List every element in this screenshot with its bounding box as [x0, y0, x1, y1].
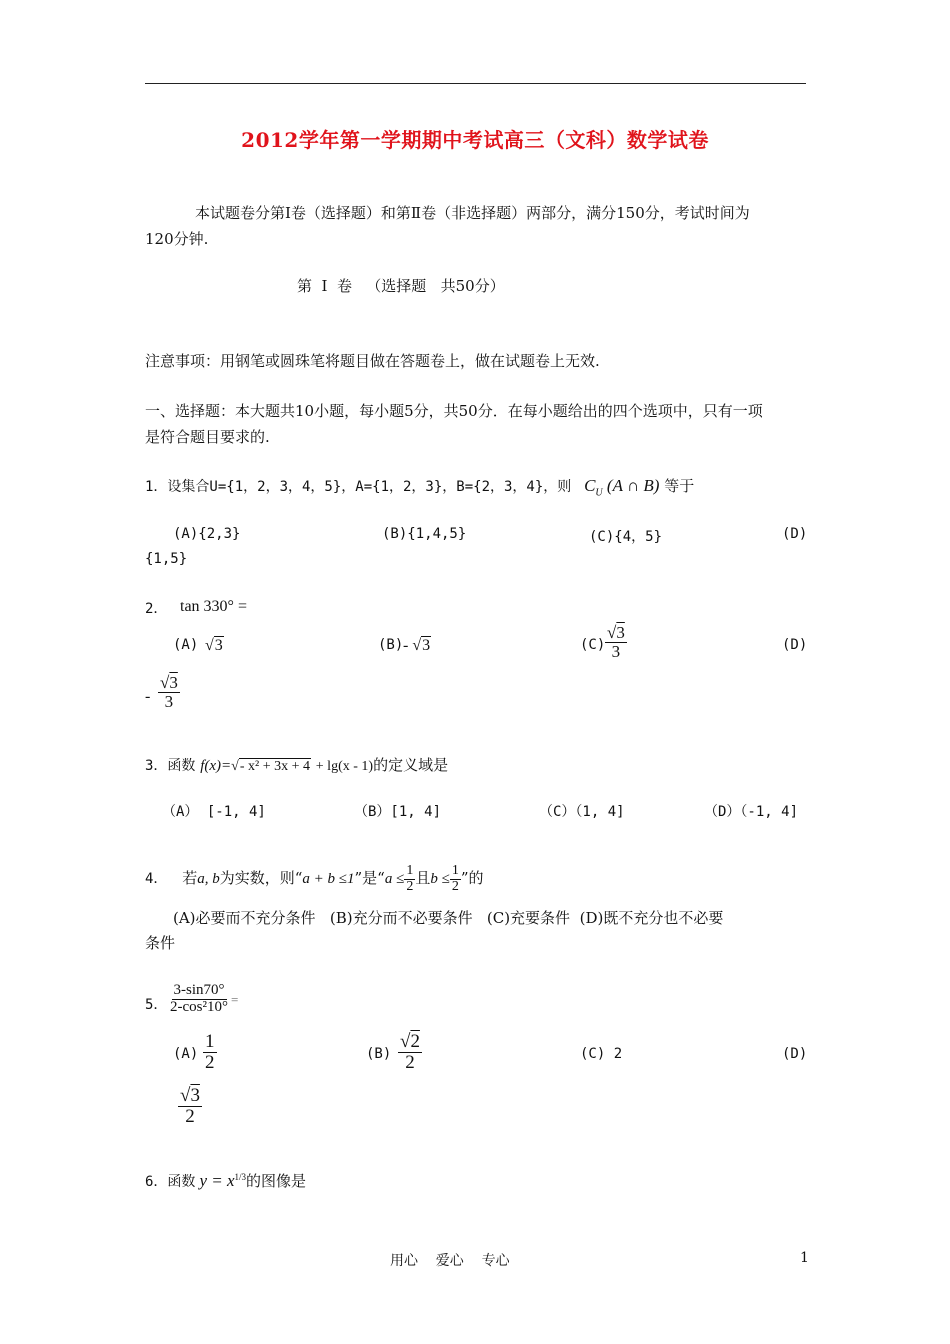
q2-number: 2． [145, 601, 168, 617]
part-one-line-1: 一、选择题：本大题共10小题，每小题5分，共50分．在每小题给出的四个选项中，只有一项 [145, 402, 763, 420]
q3-option-d: （D）（-1, 4] [704, 804, 799, 820]
intro-line-2: 120分钟. [145, 230, 209, 248]
q3-tail: 的定义域是 [373, 756, 449, 774]
q1-option-d-value: {1,5} [145, 551, 188, 567]
q3-func: f(x)= [200, 758, 232, 774]
q5-option-b: (B) [366, 1046, 392, 1062]
q1-complement: $C_U$ (A ∩ B) [584, 476, 660, 499]
q2-expression: tan 330° = [180, 598, 247, 615]
q2-b-value: - √3 [403, 637, 431, 654]
q5-number: 5． [145, 997, 168, 1013]
q5-d-value: $\frac{√3}{2}$ [180, 1085, 200, 1127]
page-number: 1 [800, 1250, 809, 1266]
q1-option-d: (D) [782, 526, 808, 542]
question-3 [145, 752, 448, 780]
footer-slogan: 用心 爱心 专心 [390, 1253, 510, 1269]
q5-option-c: (C) 2 [580, 1046, 623, 1062]
intro-line-1: 本试题卷分第Ⅰ卷（选择题）和第Ⅱ卷（非选择题）两部分，满分150分，考试时间为 [195, 204, 750, 222]
q3-lg-term: + lg(x - 1) [315, 759, 374, 774]
q3-option-b: （B）[1, 4] [354, 804, 442, 820]
q5-b-value: $\frac{√2}{2}$ [400, 1031, 420, 1073]
q2-option-b: (B) [378, 637, 404, 653]
part-one-line-2: 是符合题目要求的. [145, 428, 270, 446]
notice: 注意事项：用钢笔或圆珠笔将题目做在答题卷上，做在试题卷上无效. [145, 352, 600, 370]
q3-option-a: （A） [-1, 4] [162, 804, 266, 820]
q1-stem: 1．设集合U={1，2，3，4，5}，A={1，2，3}，B={2，3，4}，则 [145, 479, 572, 495]
q5-expression: $\frac{3-\sin 70^\circ}{\text{2-cos²10°}}$ = [170, 982, 239, 1015]
q3-stem: 3．函数 [145, 758, 196, 774]
header-rule [145, 83, 806, 84]
q2-d-minus: - [145, 688, 151, 705]
question-6: 6．函数 $y = x^{1/3}$的图像是 [145, 1171, 307, 1190]
q2-option-c: (C) [580, 637, 606, 653]
question-1 [145, 473, 694, 506]
q3-radical: √- x² + 3x + 4 [231, 759, 310, 774]
q1-option-c: (C){4，5} [589, 529, 663, 545]
question-4: 4． 若a, b为实数，则“a + b ≤1”是“a ≤ $\frac{1}{2}$ 且b ≤ $\frac{1}{2}$ ”的 [145, 863, 484, 894]
q1-option-b: (B){1,4,5} [382, 526, 467, 542]
exam-title: 2012学年第一学期期中考试高三（文科）数学试卷 [241, 128, 709, 152]
q2-c-value: $\frac{√3}{3}$ [607, 623, 625, 661]
q4-options-line-1: (A)必要而不充分条件 (B)充分而不必要条件 (C)充要条件 (D)既不充分也不必要 [173, 909, 724, 927]
section-heading: 第 Ⅰ 卷 （选择题 共50分） [297, 277, 505, 295]
q2-d-value: $\frac{√3}{3}$ [160, 673, 178, 711]
q5-option-a: (A) [173, 1046, 199, 1062]
q4-options-line-2: 条件 [145, 934, 176, 952]
q1-option-a: (A){2,3} [173, 526, 241, 542]
q2-a-value: √3 [205, 637, 223, 654]
q3-option-c: （C）（1, 4] [539, 804, 625, 820]
q5-option-d: (D) [782, 1046, 808, 1062]
q2-option-a: (A) [173, 637, 199, 653]
q2-option-d: (D) [782, 637, 808, 653]
q1-tail: 等于 [664, 477, 695, 495]
q5-a-value: $\frac{1}{2}$ [205, 1031, 215, 1073]
